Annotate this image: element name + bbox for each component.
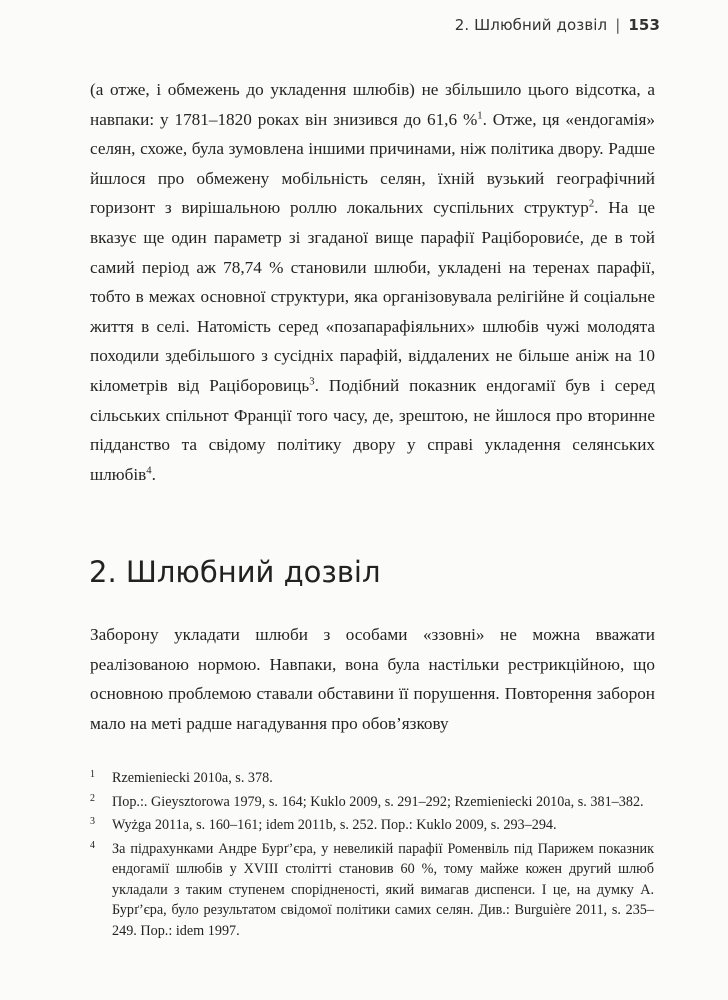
footnote-number: 2	[90, 792, 95, 804]
footnote-ref-1: 1	[477, 109, 483, 121]
paragraph-text: Заборону укладати шлюби з особами «ззовні» не можна вважати реалізованою нормою. Навпаки, вона була настільки рестрикційною, що основною проблемою ставали обставини її порушення. Повторення заборон мало на меті радше нагадування про обов’язкову	[90, 625, 655, 733]
footnote-text: Пор.:. Gieysztorowa 1979, s. 164; Kuklo 2009, s. 291–292; Rzemieniecki 2010a, s. 381–382.	[112, 793, 644, 810]
paragraph-text: . Отже, ця «ендогамія» селян, схоже, була зумовлена іншими причинами, ніж політика двору. Радше йшлося про обмежену мобільність селян, їхній вузький географічний горизонт з вирішальною роллю локальних суспільних структур	[90, 109, 656, 218]
footnote-text: Wyżga 2011a, s. 160–161; idem 2011b, s. 252. Пор.: Kuklo 2009, s. 293–294.	[112, 817, 557, 833]
paragraph-text: . На це вказує ще один параметр зі згаданої вище парафії Раціборовиće, де в той самий період аж 78,74 % становили шлюби, укладені на теренах парафії, тобто в межах основної структури, яка організовувала релігійне й соціальне життя в селі. Натомість серед «позапарафіяльних» шлюбів чужі молодята походили здебільшого з сусідніх парафій, віддалених не більше аніж на 10 кілометрів від Раціборовиць	[90, 198, 656, 395]
paragraph-text: . Подібний показник ендогамії був і серед сільських спільнот Франції того часу, де, зрештою, не йшлося про вторинне підданство та свідому політику двору у справі укладення селянських шлюбів	[90, 375, 656, 484]
paragraph-text: (а отже, і обмежень до укладення шлюбів) не збільшило цього відсотка, а навпаки: у 1781–1820 роках він знизився до 61,6 %	[90, 80, 655, 129]
footnote-number: 1	[90, 769, 95, 780]
footnotes	[90, 768, 654, 944]
footnote-text: За підрахунками Андре Бурґ’єра, у невеликій парафії Роменвіль під Парижем показник ендогамії шлюбів у XVIII столітті становив 60 %, тому майже кожен другий шлюб укладали з таким ступенем спорідненості, який вимагав диспенси. І це, на думку А. Бурґ’єра, було результатом свідомої політики самих селян. Див.: Burguière 2011, s. 235–249. Пор.: idem 1997.	[112, 840, 654, 939]
section-heading: 2. Шлюбний дозвіл	[89, 555, 381, 589]
running-header	[455, 16, 660, 34]
running-header-chapter: 2. Шлюбний дозвіл	[454, 16, 608, 34]
footnote-ref-4: 4	[146, 464, 152, 476]
footnote	[90, 815, 654, 836]
footnote	[90, 839, 654, 942]
footnote-ref-3: 3	[309, 376, 315, 388]
footnote-number: 3	[90, 816, 95, 827]
footnote	[90, 792, 654, 813]
footnote-number: 4	[90, 839, 95, 851]
page-number: 153	[628, 16, 660, 34]
footnote-text: Rzemieniecki 2010a, s. 378.	[112, 770, 273, 786]
paragraph-text: .	[151, 464, 156, 484]
footnote-ref-2: 2	[588, 198, 595, 210]
running-header-separator: |	[615, 16, 621, 34]
body-paragraph-1	[90, 75, 655, 489]
body-paragraph-2	[90, 620, 655, 738]
footnote	[90, 768, 654, 789]
